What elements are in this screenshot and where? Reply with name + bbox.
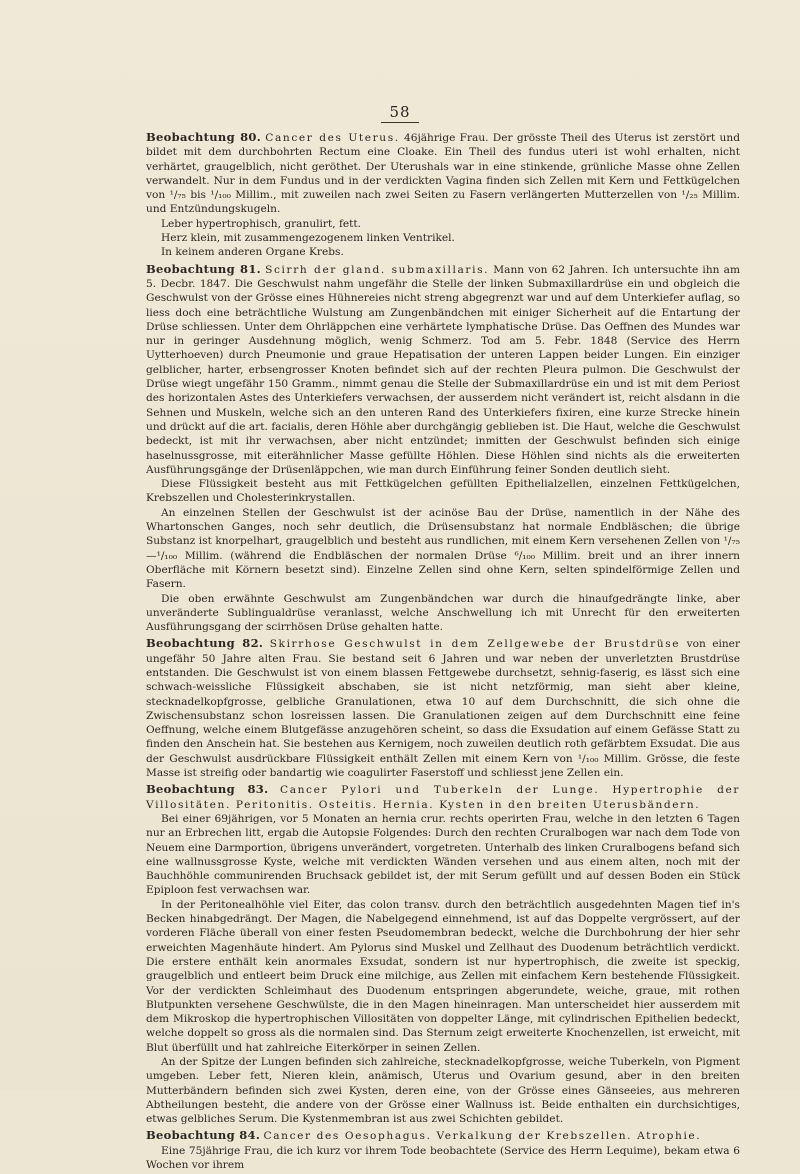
observation-82-title: Skirrhose Geschwulst in dem Zellgewebe der Brustdrüse	[269, 638, 681, 651]
observation-82	[146, 636, 740, 780]
observation-81-paragraph-4: Die oben erwähnte Geschwulst am Zungenbändchen war durch die hinaufgedrängte linke, aber unveränderte Sublingualdrüse veranlasst, welche Anschwellung ich mit Unrecht für den erweiterten Ausführungsgang der scirrhösen Drüse gehalten hatte.	[146, 592, 740, 634]
observation-81-paragraph-2: Diese Flüssigkeit besteht aus mit Fettkügelchen gefüllten Epithelialzellen, einzelnen Fettkügelchen, Krebszellen und Cholesterinkrystallen.	[146, 478, 740, 505]
observation-84-paragraph-1	[146, 1128, 740, 1143]
observation-80-text: 46jährige Frau. Der grösste Theil des Uterus ist zerstört und bildet mit dem durchbohrten Rectum eine Cloake. Ein Theil des fundus uteri ist wohl erhalten, nicht verhärtet, graugelblich, nicht geröthet. Der Uterushals war in eine stinkende, grünliche Masse ohne Zellen verwandelt. Nur in dem Fundus und in der verdickten Vagina finden sich Zellen mit Kern und Fettkügelchen von ¹/₇₅ bis ¹/₁₀₀ Millim., mit zuweilen nach zwei Seiten zu Fasern verlängerten Mutterzellen von ¹/₂₅ Millim. und Entzündungskugeln.	[146, 132, 740, 216]
observation-83-heading: Beobachtung 83.	[146, 782, 269, 797]
observation-82-text: von einer ungefähr 50 Jahre alten Frau. Sie bestand seit 6 Jahren und war neben der unverletzten Brustdrüse entstanden. Die Geschwulst ist von einem blassen Fettgewebe durchsetzt, sehnig-faserig, es lässt sich eine schwach-weissliche Flüssigkeit abschaben, sie ist nicht netzförmig, man sieht aber kleine, stecknadelkopfgrosse, gelbliche Granulationen, etwa 10 auf dem Durchschnitt, die sich ohne die Zwischensubstanz schon losreissen lassen. Die Granulationen zeigen auf dem Durchschnitt eine feine Oeffnung, welche einem Blutgefässe anzugehören scheint, so dass die Exsudation auf einem Gefässe Statt zu finden den Anschein hat. Sie bestehen aus Kernigem, noch zuweilen deutlich roth gefärbtem Exsudat. Die aus der Geschwulst ausdrückbare Flüssigkeit enthält Zellen mit einem Kern von ¹/₁₀₀ Millim. Grösse, die feste Masse ist streifig oder bandartig wie coagulirter Faserstoff und schliesst jene Zellen ein.	[146, 638, 741, 780]
observation-80-heart: Herz klein, mit zusammengezogenem linken Ventrikel.	[161, 232, 455, 245]
observation-84	[146, 1128, 740, 1172]
observation-81-title: Scirrh der gland. submaxillaris.	[265, 263, 490, 276]
observation-80-other-organs: In keinem anderen Organe Krebs.	[161, 246, 344, 259]
observation-81	[146, 262, 740, 635]
page-body	[146, 130, 740, 1174]
observation-80-title: Cancer des Uterus.	[265, 132, 400, 144]
page-number-text: 58	[381, 103, 418, 123]
observation-83-paragraph-2: Bei einer 69jährigen, vor 5 Monaten an hernia crur. rechts operirten Frau, welche in den letzten 6 Tagen nur an Erbrechen litt, ergab die Autopsie Folgendes: Durch den rechten Cruralbogen war nach dem Tode von Neuem eine Darmportion, übrigens unverändert, vorgetreten. Unterhalb des linken Cruralbogens befand sich eine wallnussgrosse Kyste, welche mit verdickten Wänden versehen und aus einem alten, noch mit der Bauchhöhle communirenden Bruchsack gebildet ist, der mit Serum gefüllt und auf dessen Boden ein Stück Epiploon fest verwachsen war.	[146, 812, 740, 897]
observation-80-liver: Leber hypertrophisch, granulirt, fett.	[161, 217, 362, 230]
observation-81-paragraph-1	[146, 262, 740, 477]
observation-84-heading: Beobachtung 84.	[146, 1128, 261, 1143]
observation-83	[146, 782, 740, 1126]
observation-82-heading: Beobachtung 82.	[146, 636, 264, 651]
observation-84-paragraph-2: Eine 75jährige Frau, die ich kurz vor ihrem Tode beobachtete (Service des Herrn Lequime), bekam etwa 6 Wochen vor ihrem	[146, 1144, 740, 1172]
observation-83-paragraph-4: An der Spitze der Lungen befinden sich zahlreiche, stecknadelkopfgrosse, weiche Tuberkeln, von Pigment umgeben. Leber fett, Nieren klein, anämisch, Uterus und Ovarium gesund, aber in den breiten Mutterbändern befinden sich zwei Kysten, deren eine, von der Grösse eines Gänseeies, aus mehreren Abtheilungen besteht, die andere von der Grösse einer Wallnuss ist. Beide enthalten ein durchsichtiges, etwas gelbliches Serum. Die Kystenmembran ist aus zwei Schichten gebildet.	[146, 1056, 740, 1126]
observation-83-paragraph-1	[146, 782, 740, 812]
page-number	[0, 103, 800, 121]
observation-81-text-1: Mann von 62 Jahren. Ich untersuchte ihn am 5. Decbr. 1847. Die Geschwulst nahm ungefähr die Stelle der linken Submaxillardrüse ein und obgleich die Geschwulst von der Grösse eines Hühnereies nicht streng abgegrenzt war und auf dem Unterkiefer auflag, so liess doch eine beträchtliche Wulstung am Zungenbändchen mit einiger Sicherheit auf die Entartung der Drüse schliessen. Unter dem Ohrläppchen eine verhärtete lymphatische Drüse. Das Oeffnen des Mundes war nur in geringer Ausdehnung möglich, wenig Schmerz. Tod am 5. Febr. 1848 (Service des Herrn Uytterhoeven) durch Pneumonie und graue Hepatisation der unteren Lappen beider Lungen. Ein einziger gelblicher, harter, erbsengrosser Knoten befindet sich auf der rechten Pleura pulmon. Die Geschwulst der Drüse wiegt ungefähr 150 Gramm., nimmt genau die Stelle der Submaxillardrüse ein und ist mit dem Periost des horizontalen Astes des Unterkiefers verwachsen, der ausserdem nicht verändert ist, reicht alsdann in die Sehnen und Muskeln, welche sich an den unteren Rand des Unterkiefers fixiren, eine kurze Strecke hinein und drückt auf die art. facialis, deren Höhle aber durchgängig geblieben ist. Die Haut, welche die Geschwulst bedeckt, ist mit ihr verwachsen, aber nicht entzündet; inmitten der Geschwulst befinden sich einige haselnussgrosse, mit eiterähnlicher Masse gefüllte Höhlen. Diese Höhlen sind nichts als die erweiterten Ausführungsgänge der Drüsenläppchen, wie man durch Einführung feiner Sonden deutlich sieht.	[146, 263, 740, 476]
observation-83-paragraph-3: In der Peritonealhöhle viel Eiter, das colon transv. durch den beträchtlich ausgedehnten Magen tief in's Becken hinabgedrängt. Der Magen, die Nabelgegend einnehmend, ist auf das Doppelte vergrössert, auf der vorderen Fläche überall von einer festen Pseudomembran bedeckt, welche die Durchbohrung der hier sehr erweichten Magenhäute hindert. Am Pylorus sind Muskel und Zellhaut des Duodenum beträchtlich verdickt. Die erstere enthält kein anormales Exsudat, sondern ist nur hypertrophisch, die zweite ist speckig, graugelblich und entleert beim Druck eine milchige, aus Zellen mit einfachem Kern bestehende Flüssigkeit. Vor der verdickten Schleimhaut des Duodenum entspringen abgerundete, weiche, graue, mit rothen Blutpunkten versehene Geschwülste, die in den Magen hineinragen. Man unterscheidet hier ausserdem mit dem Mikroskop die hypertrophischen Villositäten von doppelter Länge, mit cylindrischen Epithelien bedeckt, welche doppelt so gross als die normalen sind. Das Sternum zeigt erweiterte Knochenzellen, ist erweicht, mit Blut überfüllt und hat zahlreiche Eiterkörper in seinen Zellen.	[146, 898, 740, 1054]
observation-82-paragraph-1	[146, 636, 740, 780]
observation-84-title: Cancer des Oesophagus. Verkalkung der Krebszellen. Atrophie.	[263, 1130, 702, 1143]
observation-81-heading: Beobachtung 81.	[146, 261, 261, 276]
observation-81-paragraph-3: An einzelnen Stellen der Geschwulst ist der acinöse Bau der Drüse, namentlich in der Nähe des Whartonschen Ganges, noch sehr deutlich, die Drüsensubstanz hat normale Endbläschen; die übrige Substanz ist knorpelhart, graugelblich und besteht aus rundlichen, mit einem Kern versehenen Zellen von ¹/₇₅—¹/₁₀₀ Millim. (während die Endbläschen der normalen Drüse ⁶/₁₀₀ Millim. breit und an ihrer innern Oberfläche mit Körnern besetzt sind). Einzelne Zellen sind ohne Kern, selten spindelförmige Zellen und Fasern.	[146, 506, 740, 591]
observation-83-title: Cancer Pylori und Tuberkeln der Lunge. Hypertrophie der Villositäten. Peritonitis. Osteitis. Hernia. Kysten in den breiten Uterusbändern.	[146, 784, 741, 811]
observation-80-heading: Beobachtung 80.	[146, 130, 262, 144]
observation-80	[146, 130, 740, 260]
observation-80-paragraph-1	[146, 130, 740, 217]
